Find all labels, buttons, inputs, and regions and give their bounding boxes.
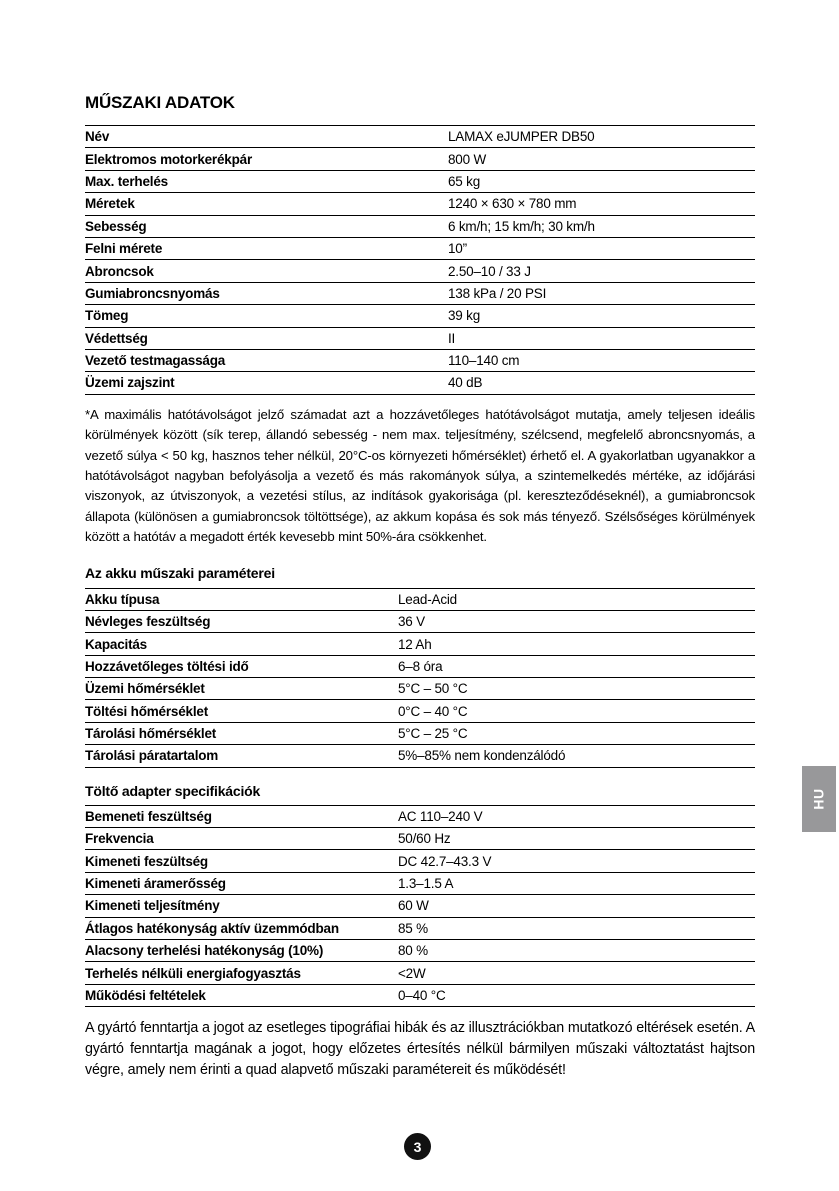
spec-value: 800 W <box>448 151 487 167</box>
table-row <box>85 827 755 849</box>
spec-label: Elektromos motorkerékpár <box>85 151 253 167</box>
spec-label: Hozzávetőleges töltési idő <box>85 658 249 674</box>
spec-value: 65 kg <box>448 173 481 189</box>
table-row <box>85 961 755 983</box>
spec-value: 1240 × 630 × 780 mm <box>448 196 577 212</box>
spec-label: Bemeneti feszültség <box>85 808 212 824</box>
table-row <box>85 849 755 871</box>
table-row <box>85 917 755 939</box>
table-row <box>85 327 755 349</box>
spec-value: 138 kPa / 20 PSI <box>448 285 547 301</box>
spec-label: Üzemi zajszint <box>85 375 175 391</box>
spec-label: Abroncsok <box>85 263 154 279</box>
spec-value: LAMAX eJUMPER DB50 <box>448 129 595 145</box>
spec-value: 110–140 cm <box>448 353 520 369</box>
spec-value: 50/60 Hz <box>398 831 451 847</box>
table-row <box>85 939 755 961</box>
spec-label: Kimeneti feszültség <box>85 853 208 869</box>
spec-value: AC 110–240 V <box>398 808 483 824</box>
spec-label: Üzemi hőmérséklet <box>85 681 205 697</box>
spec-value: 10” <box>448 241 467 257</box>
table-row <box>85 872 755 894</box>
spec-value: 5%–85% nem kondenzálódó <box>398 748 566 764</box>
spec-value: 2.50–10 / 33 J <box>448 263 531 279</box>
table-row <box>85 610 755 632</box>
spec-label: Tárolási páratartalom <box>85 748 219 764</box>
table-row <box>85 744 755 766</box>
table-row <box>85 894 755 916</box>
spec-value: 60 W <box>398 898 429 914</box>
spec-value: 5°C – 25 °C <box>398 726 468 742</box>
table-row <box>85 722 755 744</box>
table-row <box>85 655 755 677</box>
page-content <box>85 0 755 1081</box>
spec-value: 0–40 °C <box>398 987 446 1003</box>
table-row <box>85 237 755 259</box>
table-row <box>85 349 755 371</box>
spec-label: Kimeneti teljesítmény <box>85 898 220 914</box>
page-number: 3 <box>413 1138 422 1155</box>
main-spec-table <box>85 125 755 395</box>
charger-spec-table <box>85 805 755 1008</box>
spec-label: Akku típusa <box>85 591 160 607</box>
battery-section-heading: Az akku műszaki paraméterei <box>85 564 275 581</box>
spec-label: Max. terhelés <box>85 173 168 189</box>
table-row <box>85 192 755 214</box>
spec-label: Vezető testmagassága <box>85 353 226 369</box>
table-row <box>85 282 755 304</box>
language-tab-hu <box>802 766 836 832</box>
spec-label: Gumiabroncsnyomás <box>85 285 220 301</box>
spec-label: Átlagos hatékonyság aktív üzemmódban <box>85 920 339 936</box>
manufacturer-note-paragraph: A gyártó fenntartja a jogot az esetleges tipográfiai hibák és az illusztrációkban mutatkozó eltérések esetén. A gyártó fenntartja magának a jogot, hogy előzetes értesítés nélkül bármilyen műszaki változtatást hajtson végre, amely nem érinti a quad alapvető műszaki paramétereit és működését! <box>85 1020 755 1079</box>
spec-label: Méretek <box>85 196 135 212</box>
table-row <box>85 984 755 1006</box>
spec-label: Név <box>85 129 110 145</box>
spec-label: Felni mérete <box>85 241 163 257</box>
table-row <box>85 125 755 147</box>
table-row <box>85 304 755 326</box>
spec-value: 36 V <box>398 614 425 630</box>
spec-value: 39 kg <box>448 308 481 324</box>
page-number-badge <box>404 1133 431 1160</box>
spec-value: 80 % <box>398 943 428 959</box>
table-row <box>85 805 755 827</box>
language-tab-label: HU <box>810 788 827 810</box>
charger-section-heading: Töltő adapter specifikációk <box>85 782 261 799</box>
page-title: MŰSZAKI ADATOK <box>85 93 235 112</box>
spec-value: 12 Ah <box>398 636 432 652</box>
table-row <box>85 632 755 654</box>
table-row <box>85 677 755 699</box>
spec-label: Tárolási hőmérséklet <box>85 726 217 742</box>
spec-value: 40 dB <box>448 375 483 391</box>
spec-value: DC 42.7–43.3 V <box>398 853 492 869</box>
spec-label: Tömeg <box>85 308 129 324</box>
table-row <box>85 699 755 721</box>
spec-label: Terhelés nélküli energiafogyasztás <box>85 965 301 981</box>
spec-label: Töltési hőmérséklet <box>85 703 208 719</box>
spec-value: 0°C – 40 °C <box>398 703 468 719</box>
spec-label: Sebesség <box>85 218 147 234</box>
spec-label: Védettség <box>85 330 148 346</box>
spec-label: Kimeneti áramerősség <box>85 876 226 892</box>
spec-value: 5°C – 50 °C <box>398 681 468 697</box>
spec-label: Működési feltételek <box>85 987 206 1003</box>
spec-value: 1.3–1.5 A <box>398 876 454 892</box>
spec-value: 6–8 óra <box>398 658 443 674</box>
table-row <box>85 371 755 393</box>
spec-label: Frekvencia <box>85 831 154 847</box>
spec-label: Kapacitás <box>85 636 147 652</box>
spec-label: Alacsony terhelési hatékonyság (10%) <box>85 943 324 959</box>
spec-value: <2W <box>398 965 426 981</box>
spec-value: 6 km/h; 15 km/h; 30 km/h <box>448 218 595 234</box>
table-row <box>85 259 755 281</box>
table-row <box>85 588 755 610</box>
table-row <box>85 170 755 192</box>
spec-label: Névleges feszültség <box>85 614 211 630</box>
spec-value: II <box>448 330 456 346</box>
spec-value: Lead-Acid <box>398 591 457 607</box>
spec-value: 85 % <box>398 920 428 936</box>
battery-spec-table <box>85 588 755 768</box>
table-row <box>85 147 755 169</box>
range-note-paragraph: *A maximális hatótávolságot jelző számadat azt a hozzávetőleges hatótávolságot mutatja, amely teljesen ideális körülmények között (sík terep, állandó sebesség - nem max. teljesítmény, szélcsend, megfelelő abroncsnyomás, a vezető súlya < 50 kg, hasznos teher nélkül, 20°C-os környezeti hőmérséklet) érhető el. A gyakorlatban ugyanakkor a hatótávolságot nagyban befolyásolja a vezető és más rakományok súlya, a szintemelkedés mértéke, az időjárási viszonyok, az útviszonyok, a vezetési stílus, az indítások gyakorisága (pl. kereszteződéseknél), a gumiabroncsok állapota (különösen a gumiabroncsok töltöttsége), az akkum kopása és sok más tényező. Szélsőséges körülmények között a hatótáv a megadott érték kevesebb mint 50%-ára csökkenhet. <box>85 406 755 545</box>
table-row <box>85 215 755 237</box>
